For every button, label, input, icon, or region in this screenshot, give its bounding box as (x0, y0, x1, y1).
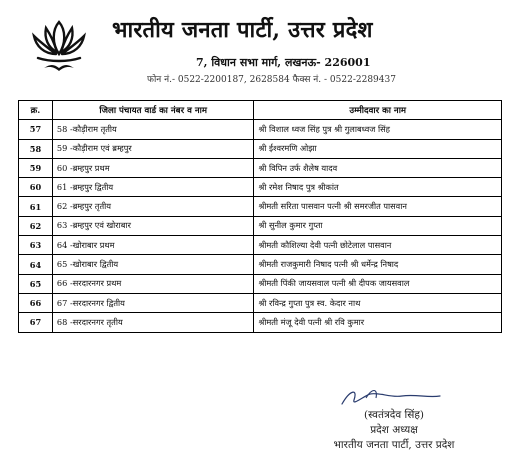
serial-cell: 57 (19, 120, 53, 139)
serial-cell: 63 (19, 236, 53, 255)
table-row (19, 139, 502, 158)
serial-cell: 61 (19, 197, 53, 216)
table-row (19, 313, 502, 332)
column-header-ward: जिला पंचायत वार्ड का नंबर व नाम (52, 101, 254, 120)
ward-cell: 63 -ब्रम्हपुर एवं खोराबार (52, 216, 254, 235)
ward-cell: 62 -ब्रम्हपुर तृतीय (52, 197, 254, 216)
serial-cell: 64 (19, 255, 53, 274)
lotus-icon (30, 14, 88, 78)
ward-cell: 65 -खोराबार द्वितीय (52, 255, 254, 274)
table-row (19, 293, 502, 312)
ward-cell: 67 -सरदारनगर द्वितीय (52, 293, 254, 312)
candidate-cell: श्रीमती राजकुमारी निषाद पत्नी श्री धर्मेन्द्र निषाद (254, 255, 502, 274)
candidate-cell: श्रीमती पिंकी जायसवाल पत्नी श्री दीपक जायसवाल (254, 274, 502, 293)
organization-title: भारतीय जनता पार्टी, उत्तर प्रदेश (112, 17, 373, 43)
serial-cell: 66 (19, 293, 53, 312)
table-row (19, 178, 502, 197)
serial-cell: 62 (19, 216, 53, 235)
serial-cell: 58 (19, 139, 53, 158)
signature-block (294, 408, 494, 453)
candidate-cell: श्री सुनील कुमार गुप्ता (254, 216, 502, 235)
ward-cell: 64 -खोराबार प्रथम (52, 236, 254, 255)
candidate-cell: श्री विशाल ध्वज सिंह पुत्र श्री गुलाबध्वज सिंह (254, 120, 502, 139)
signatory-name: (स्वतंत्रदेव सिंह) (363, 409, 425, 421)
ward-cell: 60 -ब्रम्हपुर प्रथम (52, 158, 254, 177)
ward-cell: 58 -कौड़ीराम तृतीय (52, 120, 254, 139)
office-address: 7, विधान सभा मार्ग, लखनऊ- 226001 (196, 56, 371, 69)
candidate-cell: श्री ईश्वरमणि ओझा (254, 139, 502, 158)
serial-cell: 60 (19, 178, 53, 197)
table-row (19, 236, 502, 255)
table-row (19, 274, 502, 293)
candidate-cell: श्रीमती सरिता पासवान पत्नी श्री समरजीत पासवान (254, 197, 502, 216)
table-row (19, 158, 502, 177)
ward-cell: 61 -ब्रम्हपुर द्वितीय (52, 178, 254, 197)
candidate-cell: श्रीमती मंजू देवी पत्नी श्री रवि कुमार (254, 313, 502, 332)
candidate-cell: श्री रमेश निषाद पुत्र श्रीकांत (254, 178, 502, 197)
column-header-candidate: उम्मीदवार का नाम (254, 101, 502, 120)
serial-cell: 65 (19, 274, 53, 293)
table-row (19, 197, 502, 216)
candidate-table (18, 100, 502, 333)
contact-numbers: फोन नं.- 0522-2200187, 2628584 फैक्स नं. - 0522-2289437 (147, 75, 396, 85)
candidate-cell: श्री विपिन उर्फ शैलेष यादव (254, 158, 502, 177)
table-row (19, 216, 502, 235)
ward-cell: 59 -कौड़ीराम एवं ब्रम्हपुर (52, 139, 254, 158)
candidate-cell: श्रीमती कौशिल्या देवी पत्नी छोटेलाल पासवान (254, 236, 502, 255)
candidate-cell: श्री रविन्द्र गुप्ता पुत्र स्व. केदार नाथ (254, 293, 502, 312)
ward-cell: 68 -सरदारनगर तृतीय (52, 313, 254, 332)
table-row (19, 120, 502, 139)
ward-cell: 66 -सरदारनगर प्रथम (52, 274, 254, 293)
serial-cell: 59 (19, 158, 53, 177)
signatory-organization: भारतीय जनता पार्टी, उत्तर प्रदेश (333, 439, 455, 451)
signatory-designation: प्रदेश अध्यक्ष (370, 424, 418, 436)
table-row (19, 255, 502, 274)
table-header-row (19, 101, 502, 120)
serial-cell: 67 (19, 313, 53, 332)
column-header-serial: क्र. (19, 101, 53, 120)
